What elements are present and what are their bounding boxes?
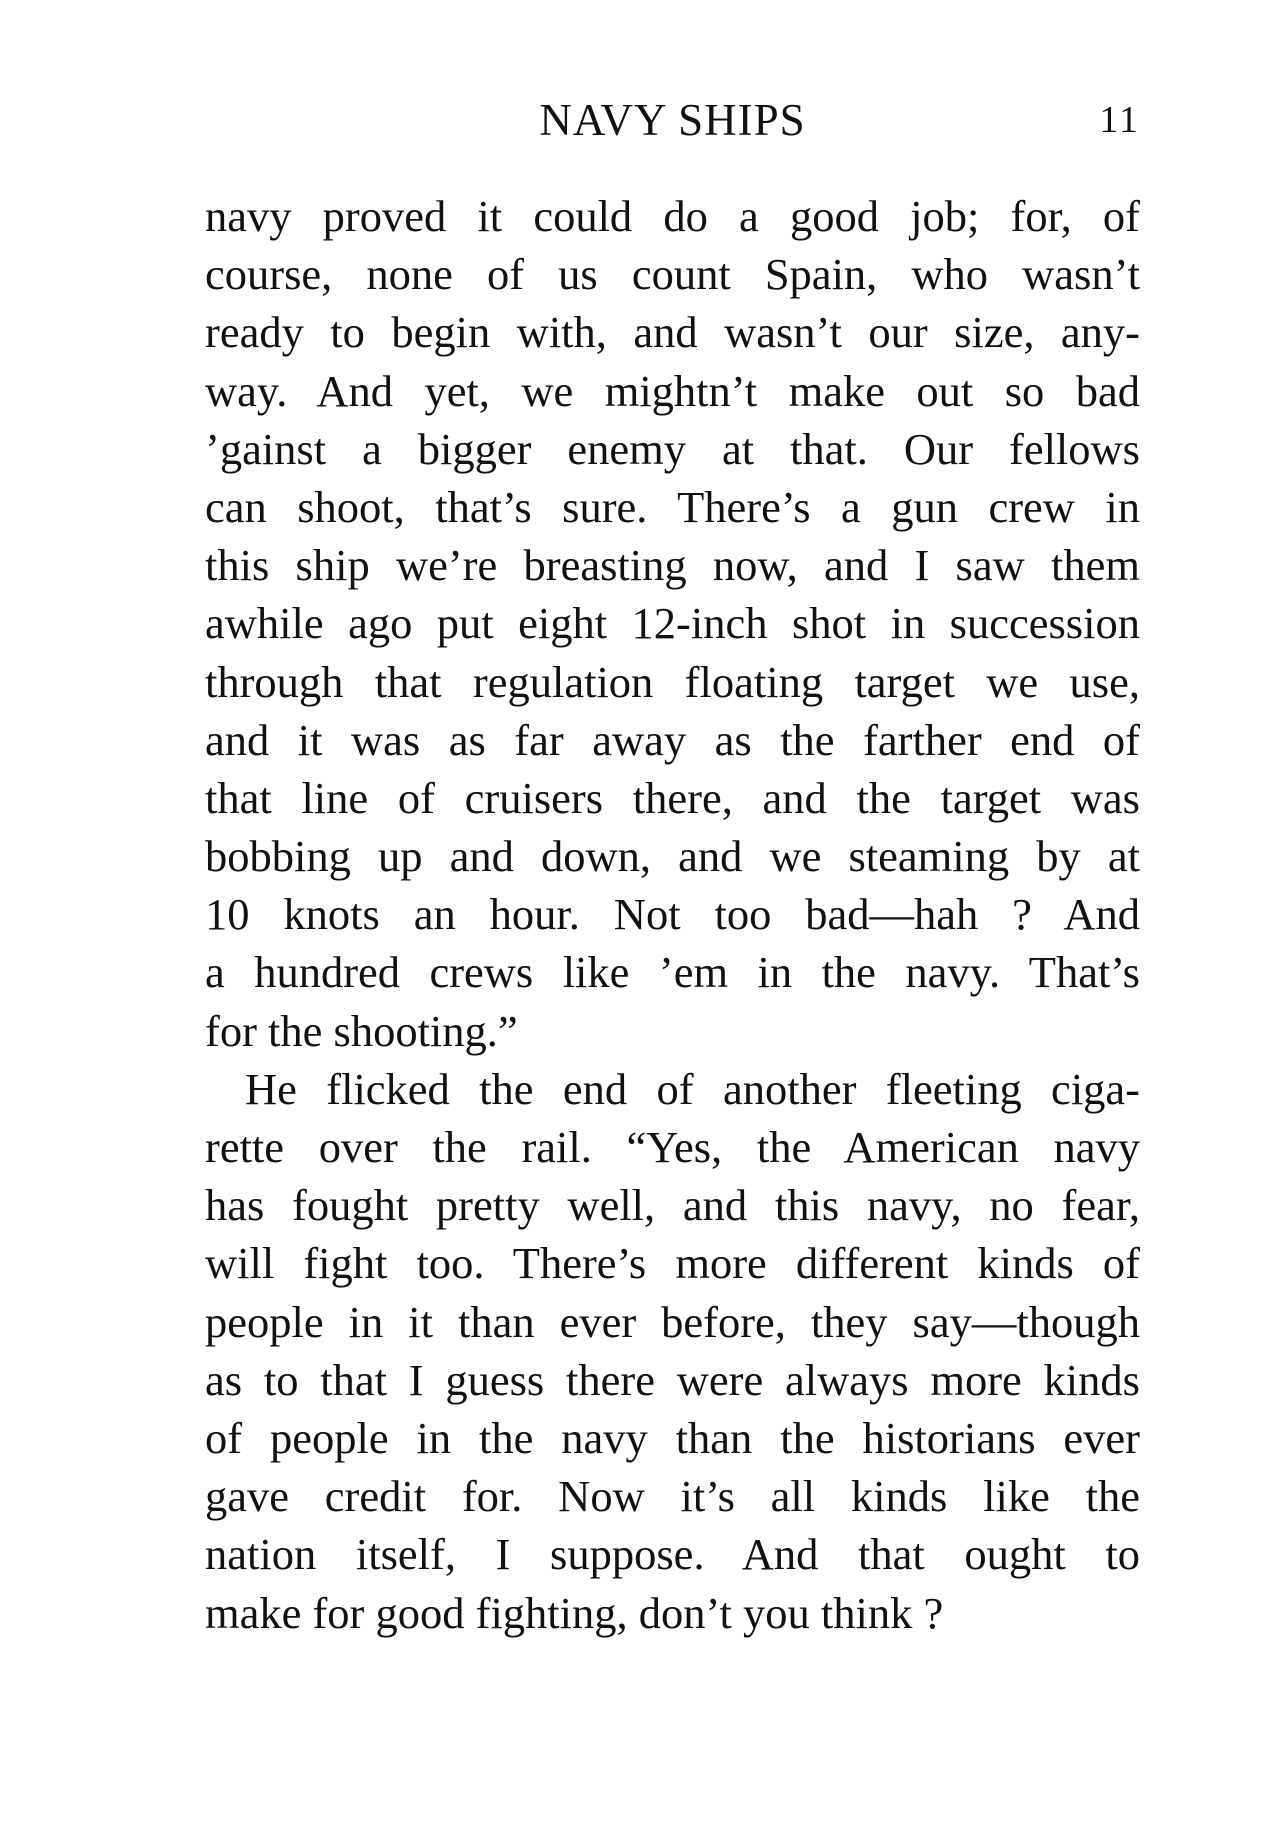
text-line: gave credit for. Now it’s all kinds like the [205, 1471, 1140, 1522]
paragraph-1 [205, 187, 1140, 1060]
text-line: of people in the navy than the historians ever [205, 1412, 1140, 1463]
text-line: this ship we’re breasting now, and I saw them [205, 540, 1140, 591]
paragraph-2 [205, 1060, 1140, 1642]
text-line: for the shooting.” [205, 1005, 518, 1056]
text-line: ’gainst a bigger enemy at that. Our fellows [205, 423, 1140, 474]
body-text [205, 187, 1140, 1642]
text-line: and it was as far away as the farther end of [205, 714, 1140, 765]
text-line: awhile ago put eight 12-inch shot in succession [205, 598, 1140, 649]
text-line: can shoot, that’s sure. There’s a gun crew in [205, 481, 1140, 532]
page-number: 11 [1099, 99, 1140, 141]
text-line: through that regulation floating target we use, [205, 656, 1140, 707]
text-line: navy proved it could do a good job; for, of [205, 191, 1140, 241]
text-line: bobbing up and down, and we steaming by at [205, 831, 1140, 882]
text-line: people in it than ever before, they say—though [205, 1296, 1140, 1347]
text-line: nation itself, I suppose. And that ought to [205, 1529, 1140, 1580]
text-line: way. And yet, we mightn’t make out so bad [205, 365, 1140, 416]
text-line: 10 knots an hour. Not too bad—hah ? And [205, 889, 1140, 940]
text-line: course, none of us count Spain, who wasn’t [205, 249, 1140, 300]
text-line: ready to begin with, and wasn’t our size, any- [205, 307, 1140, 358]
text-line: make for good fighting, don’t you think ? [205, 1587, 944, 1638]
text-line: will fight too. There’s more different kinds of [205, 1238, 1140, 1289]
running-title: NAVY SHIPS [539, 95, 806, 145]
text-line: He flicked the end of another fleeting ciga- [245, 1063, 1140, 1114]
text-line: a hundred crews like ’em in the navy. That’s [205, 947, 1140, 998]
text-line: as to that I guess there were always more kinds [205, 1354, 1140, 1405]
text-line: that line of cruisers there, and the target was [205, 772, 1140, 823]
text-line: rette over the rail. “Yes, the American navy [205, 1122, 1140, 1172]
running-head [205, 92, 1140, 148]
text-line: has fought pretty well, and this navy, no fear, [205, 1180, 1140, 1231]
